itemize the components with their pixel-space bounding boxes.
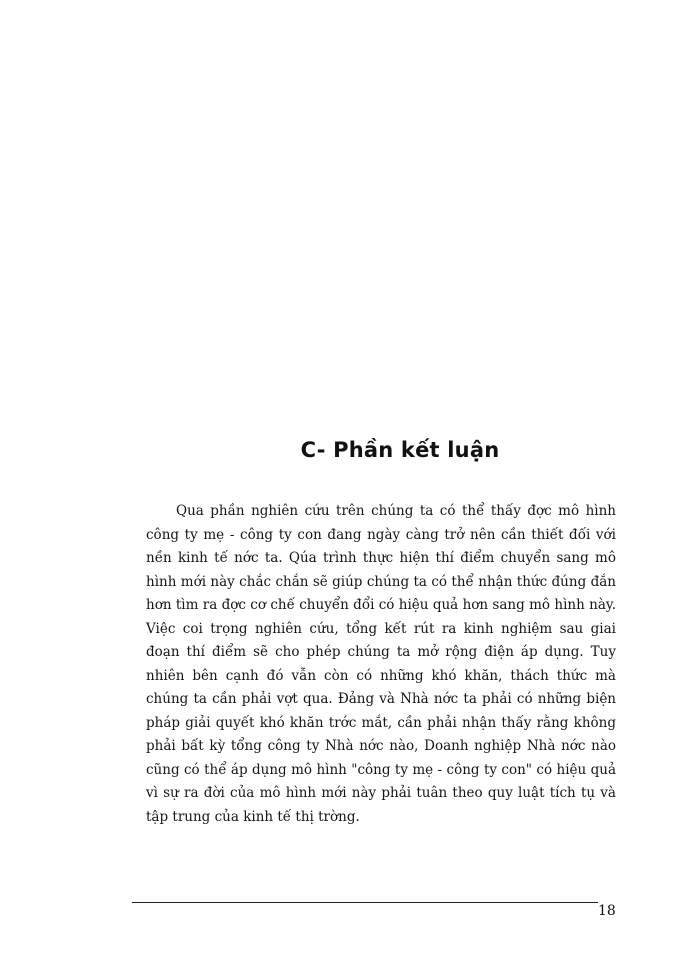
conclusion-paragraph: Qua phần nghiên cứu trên chúng ta có thể thấy đợc mô hình công ty mẹ - công ty con đang ngày càng trở nên cần thiết đối với nền kinh tế nớc ta. Qúa trình thực hiện thí điểm chuyển sang mô hình mới này chắc chắn sẽ giúp chúng ta có thể nhận thức đúng đắn hơn tìm ra đợc cơ chế chuyển đổi có hiệu quả hơn sang mô hình này. Việc coi trọng nghiên cứu, tổng kết rút ra kinh nghiệm sau giai đoạn thí điểm sẽ cho phép chúng ta mở rộng điện áp dụng. Tuy nhiên bên cạnh đó vẫn còn có những khó khăn, thách thức mà chúng ta cần phải vợt qua. Đảng và Nhà nớc ta phải có những biện pháp giải quyết khó khăn trớc mắt, cần phải nhận thấy rằng không phải bất kỳ tổng công ty Nhà nớc nào, Doanh nghiệp Nhà nớc nào cũng có thể áp dụng mô hình "công ty mẹ - công ty con" có hiệu quả vì sự ra đời của mô hình mới này phải tuân theo quy luật tích tụ và tập trung của kinh tế thị trờng. [146,503,616,825]
page-number: 18 [598,903,616,919]
section-heading-text: C- Phần kết luận [300,438,500,462]
footer-divider [132,902,598,903]
section-heading [0,438,700,462]
